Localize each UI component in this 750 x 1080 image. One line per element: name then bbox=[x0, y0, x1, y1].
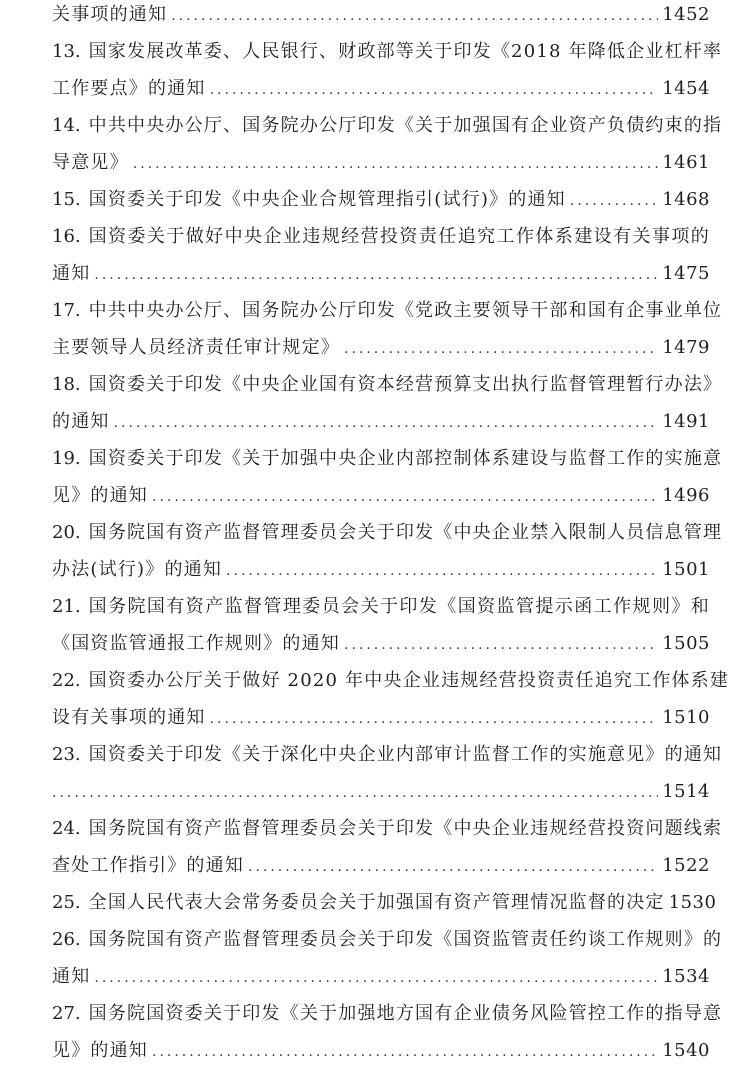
entry-title-line: 全国人民代表大会常务委员会关于加强国有资产管理情况监督的决定 bbox=[88, 892, 665, 913]
page-number: 1479 bbox=[662, 337, 710, 358]
toc-entry-24[interactable] bbox=[52, 815, 723, 843]
toc-entry-17[interactable] bbox=[52, 297, 723, 325]
toc-entry-22[interactable] bbox=[52, 667, 730, 695]
toc-entry-20[interactable] bbox=[52, 519, 723, 547]
toc-entry-23[interactable] bbox=[52, 741, 723, 769]
entry-title-line: 工作要点》的通知 bbox=[52, 78, 206, 99]
toc-entry-18[interactable] bbox=[52, 371, 723, 399]
toc-entry-16-end[interactable] bbox=[52, 260, 710, 288]
page-number: 1530 bbox=[668, 892, 717, 913]
entry-title-line: 中共中央办公厅、国务院办公厅印发《党政主要领导干部和国有企事业单位 bbox=[88, 300, 723, 321]
dot-leader bbox=[210, 76, 659, 104]
toc-entry-26-end[interactable] bbox=[52, 963, 710, 991]
page-number: 1534 bbox=[662, 966, 710, 987]
toc-entry-22-end[interactable] bbox=[52, 704, 710, 732]
page-number: 1540 bbox=[662, 1040, 710, 1061]
page-number: 1501 bbox=[662, 559, 710, 580]
dot-leader bbox=[152, 1038, 658, 1066]
entry-title-line: 设有关事项的通知 bbox=[52, 707, 206, 728]
entry-title-line: 国资委关于印发《关于深化中央企业内部审计监督工作的实施意见》的通知 bbox=[88, 744, 723, 765]
toc-entry-24-end[interactable] bbox=[52, 852, 710, 880]
toc-entry-18-end[interactable] bbox=[52, 408, 710, 436]
entry-title-line: 主要领导人员经济责任审计规定》 bbox=[52, 337, 340, 358]
toc-entry-27[interactable] bbox=[52, 1000, 723, 1028]
toc-entry-15[interactable] bbox=[52, 186, 710, 214]
toc-entry-19-end[interactable] bbox=[52, 482, 710, 510]
dot-leader bbox=[344, 335, 658, 363]
page-number: 1514 bbox=[662, 781, 710, 802]
toc-entry-23-end[interactable] bbox=[52, 778, 710, 806]
entry-number: 16. bbox=[52, 226, 81, 247]
entry-number: 19. bbox=[52, 448, 81, 469]
dot-leader bbox=[94, 964, 658, 992]
entry-number: 25. bbox=[52, 892, 81, 913]
entry-title-line: 国务院国有资产监督管理委员会关于印发《中央企业违规经营投资问题线索 bbox=[88, 818, 723, 839]
entry-title-line: 《国资监管通报工作规则》的通知 bbox=[52, 633, 340, 654]
entry-number: 18. bbox=[52, 374, 81, 395]
dot-leader bbox=[152, 483, 658, 511]
dot-leader bbox=[226, 557, 658, 585]
entry-number: 20. bbox=[52, 522, 81, 543]
page-number: 1496 bbox=[662, 485, 710, 506]
dot-leader bbox=[570, 187, 658, 215]
entry-title-line: 通知 bbox=[52, 263, 91, 284]
toc-entry-20-end[interactable] bbox=[52, 556, 710, 584]
dot-leader bbox=[248, 853, 658, 881]
toc-entry-19[interactable] bbox=[52, 445, 723, 473]
toc-entry-21[interactable] bbox=[52, 593, 710, 621]
entry-number: 21. bbox=[52, 596, 81, 617]
toc-entry-14[interactable] bbox=[52, 112, 723, 140]
page-number: 1475 bbox=[662, 263, 710, 284]
dot-leader bbox=[52, 779, 658, 807]
dot-leader bbox=[114, 409, 659, 437]
entry-title-line: 见》的通知 bbox=[52, 485, 148, 506]
entry-title-line: 的通知 bbox=[52, 411, 110, 432]
page-number: 1522 bbox=[662, 855, 710, 876]
toc-entry-26[interactable] bbox=[52, 926, 723, 954]
entry-title-line: 国资委关于印发《关于加强中央企业内部控制体系建设与监督工作的实施意 bbox=[88, 448, 723, 469]
dot-leader bbox=[344, 631, 658, 659]
toc-entry-14-end[interactable] bbox=[52, 149, 710, 177]
page-number: 1468 bbox=[662, 189, 710, 210]
page-number: 1505 bbox=[662, 633, 710, 654]
toc-entry-13-end[interactable] bbox=[52, 75, 710, 103]
entry-title-line: 通知 bbox=[52, 966, 91, 987]
entry-title-line: 国资委关于印发《中央企业合规管理指引(试行)》的通知 bbox=[88, 189, 566, 210]
entry-title-line: 查处工作指引》的通知 bbox=[52, 855, 244, 876]
entry-title-line: 办法(试行)》的通知 bbox=[52, 559, 223, 580]
entry-title-line: 关事项的通知 bbox=[52, 4, 168, 25]
toc-entry-17-end[interactable] bbox=[52, 334, 710, 362]
dot-leader bbox=[210, 705, 659, 733]
entry-title-line: 国资委办公厅关于做好 2020 年中央企业违规经营投资责任追究工作体系建 bbox=[88, 670, 730, 691]
entry-number: 13. bbox=[52, 41, 81, 62]
entry-title-line: 国资委关于做好中央企业违规经营投资责任追究工作体系建设有关事项的 bbox=[88, 226, 710, 247]
page-number: 1510 bbox=[662, 707, 710, 728]
toc-entry-21-end[interactable] bbox=[52, 630, 710, 658]
page-number: 1452 bbox=[662, 4, 710, 25]
entry-number: 14. bbox=[52, 115, 81, 136]
entry-number: 24. bbox=[52, 818, 81, 839]
entry-title-line: 国务院国有资产监督管理委员会关于印发《中央企业禁入限制人员信息管理 bbox=[88, 522, 723, 543]
entry-number: 23. bbox=[52, 744, 81, 765]
toc-entry-25[interactable] bbox=[52, 889, 717, 917]
entry-number: 15. bbox=[52, 189, 81, 210]
entry-title-line: 见》的通知 bbox=[52, 1040, 148, 1061]
entry-title-line: 导意见》 bbox=[52, 152, 129, 173]
toc-entry-16[interactable] bbox=[52, 223, 710, 251]
entry-title-line: 国家发展改革委、人民银行、财政部等关于印发《2018 年降低企业杠杆率 bbox=[88, 41, 723, 62]
dot-leader bbox=[94, 261, 658, 289]
toc-entry-27-end[interactable] bbox=[52, 1037, 710, 1065]
entry-title-line: 中共中央办公厅、国务院办公厅印发《关于加强国有企业资产负债约束的指 bbox=[88, 115, 723, 136]
entry-number: 22. bbox=[52, 670, 81, 691]
page-number: 1491 bbox=[662, 411, 710, 432]
entry-number: 17. bbox=[52, 300, 81, 321]
dot-leader bbox=[133, 150, 658, 178]
entry-title-line: 国务院国有资产监督管理委员会关于印发《国资监管提示函工作规则》和 bbox=[88, 596, 710, 617]
entry-title-line: 国资委关于印发《中央企业国有资本经营预算支出执行监督管理暂行办法》 bbox=[88, 374, 723, 395]
entry-number: 27. bbox=[52, 1003, 81, 1024]
entry-title-line: 国务院国资委关于印发《关于加强地方国有企业债务风险管控工作的指导意 bbox=[88, 1003, 723, 1024]
page-number: 1454 bbox=[662, 78, 710, 99]
dot-leader bbox=[171, 2, 658, 30]
entry-title-line: 国务院国有资产监督管理委员会关于印发《国资监管责任约谈工作规则》的 bbox=[88, 929, 723, 950]
toc-entry-12-end[interactable] bbox=[52, 1, 710, 29]
toc-entry-13[interactable] bbox=[52, 38, 723, 66]
page-number: 1461 bbox=[662, 152, 710, 173]
entry-number: 26. bbox=[52, 929, 81, 950]
